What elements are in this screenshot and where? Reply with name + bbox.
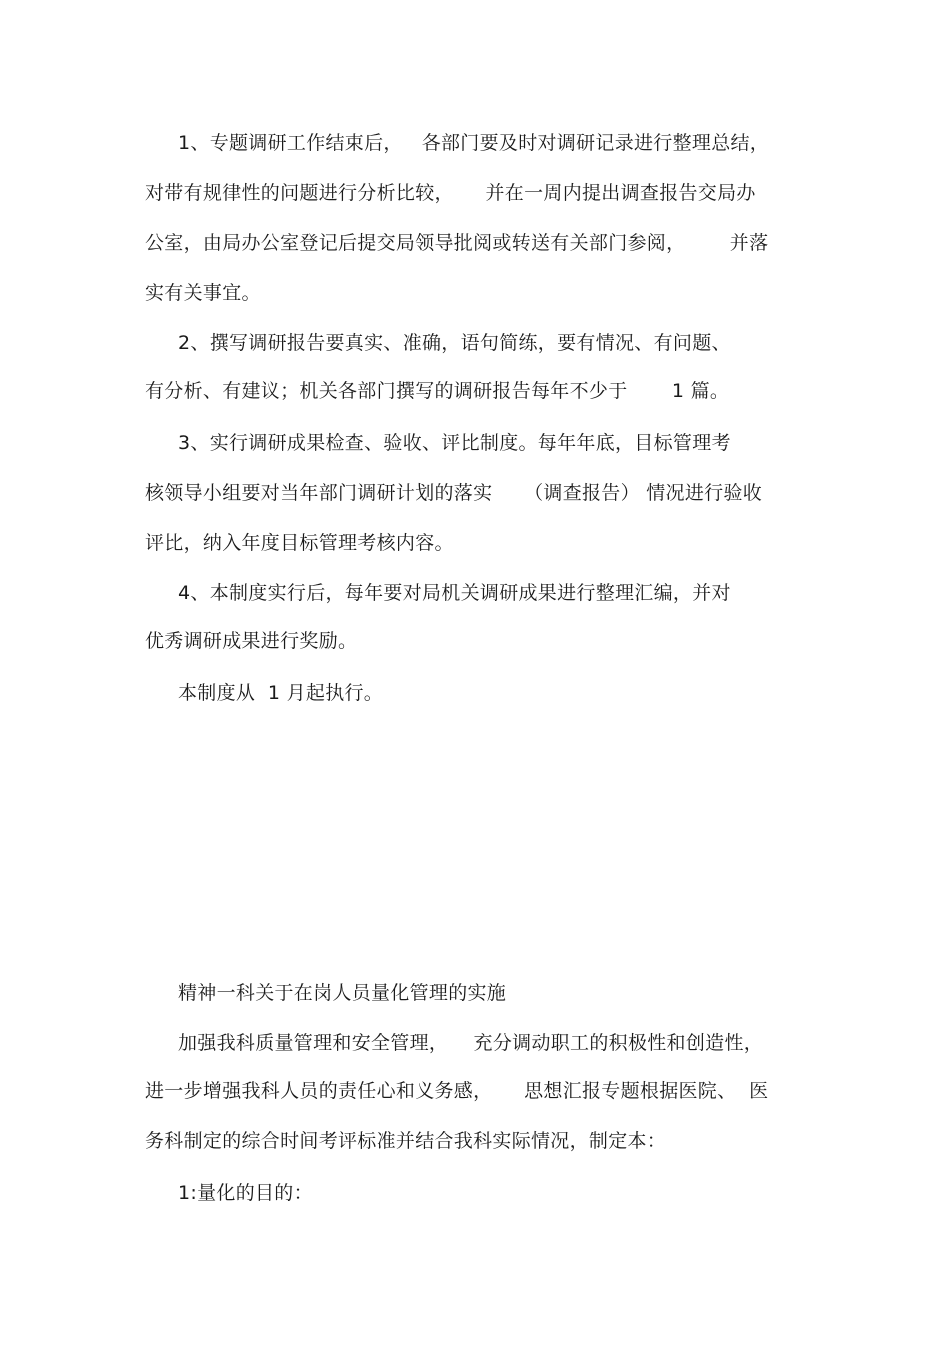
paragraph-4-line-2: 优秀调研成果进行奖励。 — [145, 630, 358, 652]
paragraph-6-line-2: 进一步增强我科人员的责任心和义务感， 思想汇报专题根据医院、 医 — [145, 1080, 769, 1102]
paragraph-5-line-1: 本制度从 1 月起执行。 — [178, 682, 384, 704]
paragraph-3-line-3: 评比，纳入年度目标管理考核内容。 — [145, 532, 454, 554]
paragraph-2-line-2: 有分析、有建议；机关各部门撰写的调研报告每年不少于 1 篇。 — [145, 380, 730, 402]
paragraph-1-line-4: 实有关事宜。 — [145, 282, 261, 304]
paragraph-4-line-1: 4、本制度实行后，每年要对局机关调研成果进行整理汇编，并对 — [178, 582, 731, 604]
paragraph-3-line-1: 3、实行调研成果检查、验收、评比制度。每年年底，目标管理考 — [178, 432, 731, 454]
paragraph-1-line-2: 对带有规律性的问题进行分析比较， 并在一周内提出调查报告交局办 — [145, 182, 756, 204]
section-title: 精神一科关于在岗人员量化管理的实施 — [178, 982, 507, 1004]
paragraph-1-line-3: 公室，由局办公室登记后提交局领导批阅或转送有关部门参阅， 并落 — [145, 232, 769, 254]
paragraph-1-line-1: 1、专题调研工作结束后， 各部门要及时对调研记录进行整理总结， — [178, 132, 770, 154]
paragraph-6-line-1: 加强我科质量管理和安全管理， 充分调动职工的积极性和创造性， — [178, 1032, 764, 1054]
paragraph-2-line-1: 2、撰写调研报告要真实、准确，语句简练，要有情况、有问题、 — [178, 332, 731, 354]
paragraph-6-line-3: 务科制定的综合时间考评标准并结合我科实际情况，制定本： — [145, 1130, 667, 1152]
paragraph-7-line-1: 1:量化的目的： — [178, 1182, 313, 1204]
paragraph-3-line-2: 核领导小组要对当年部门调研计划的落实 （调查报告） 情况进行验收 — [145, 482, 763, 504]
